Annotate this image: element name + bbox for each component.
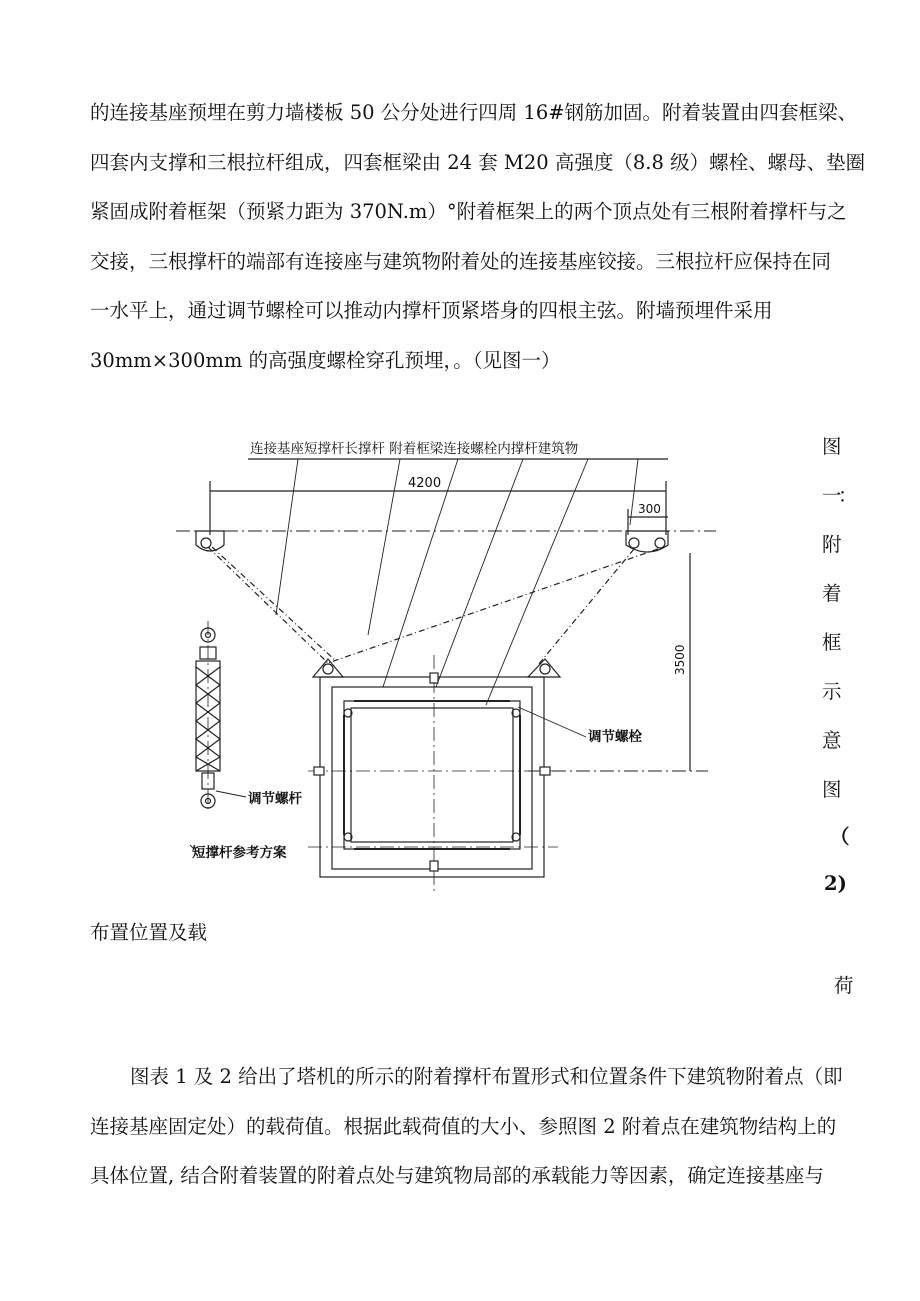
caption-char: 图 — [822, 778, 842, 801]
short-strut-reference — [190, 621, 246, 849]
right-anchor-base — [626, 531, 668, 552]
caption-char: （ — [830, 825, 850, 848]
top-labels: 连接基座短撑杆长撑杆 附着框梁连接螺栓内撑杆建筑物 — [250, 441, 579, 457]
text-line: 30mm×300mm 的高强度螺栓穿孔预埋，。（见图一） — [90, 348, 561, 372]
section-heading: 布置位置及载 — [90, 921, 208, 944]
adjust-bolt-label: 调节螺栓 — [588, 729, 642, 745]
caption-char: 2) — [824, 872, 847, 895]
text-line: 连接基座固定处）的载荷值。根据此载荷值的大小、参照图 2 附着点在建筑物结构上的 — [90, 1114, 837, 1138]
caption-char: 意 — [822, 729, 842, 752]
text-line: 交接，三根撑杆的端部有连接座与建筑物附着处的连接基座铰接。三根拉杆应保持在同 — [90, 249, 832, 273]
load-paragraph — [90, 1052, 870, 1201]
caption-char: 一 — [822, 484, 842, 507]
caption-char: 着 — [822, 582, 842, 605]
section-heading-tail: 荷 — [834, 974, 854, 997]
dim-3500-label: 3500 — [673, 644, 687, 675]
caption-char: 附 — [822, 533, 842, 556]
text-line: 具体位置, 结合附着装置的附着点处与建筑物局部的承载能力等因素，确定连接基座与 — [90, 1164, 824, 1187]
text-line: 紧固成附着框架（预紧力距为 370N.m）°附着框架上的两个顶点处有三根附着撑杆与之 — [90, 200, 847, 223]
adjust-screw-label: 调节螺杆 — [248, 791, 302, 807]
caption-char: ： — [838, 484, 858, 507]
text-line: 四套内支撑和三根拉杆组成，四套框梁由 24 套 M20 高强度（8.8 级）螺栓、螺母、垫圈 — [90, 150, 866, 174]
dim-4200-label: 4200 — [408, 476, 442, 491]
text-line: 图表 1 及 2 给出了塔机的所示的附着撑杆布置形式和位置条件下建筑物附着点（即 — [130, 1065, 843, 1088]
intro-paragraph — [90, 88, 870, 385]
text-line: 一水平上，通过调节螺栓可以推动内撑杆顶紧塔身的四根主弦。附墙预埋件采用 — [90, 299, 773, 322]
dim-300-label: 300 — [638, 502, 661, 516]
attachment-frame-diagram — [168, 425, 728, 895]
inner-frame — [344, 701, 520, 849]
caption-char: 框 — [822, 631, 842, 654]
caption-char: 示 — [822, 680, 842, 703]
caption-char: 图 — [822, 435, 842, 458]
text-line: 的连接基座预埋在剪力墙楼板 50 公分处进行四周 16#钢筋加固。附着装置由四套框梁、 — [90, 101, 858, 124]
short-strut-ref-label: 短撑杆参考方案 — [192, 845, 287, 861]
